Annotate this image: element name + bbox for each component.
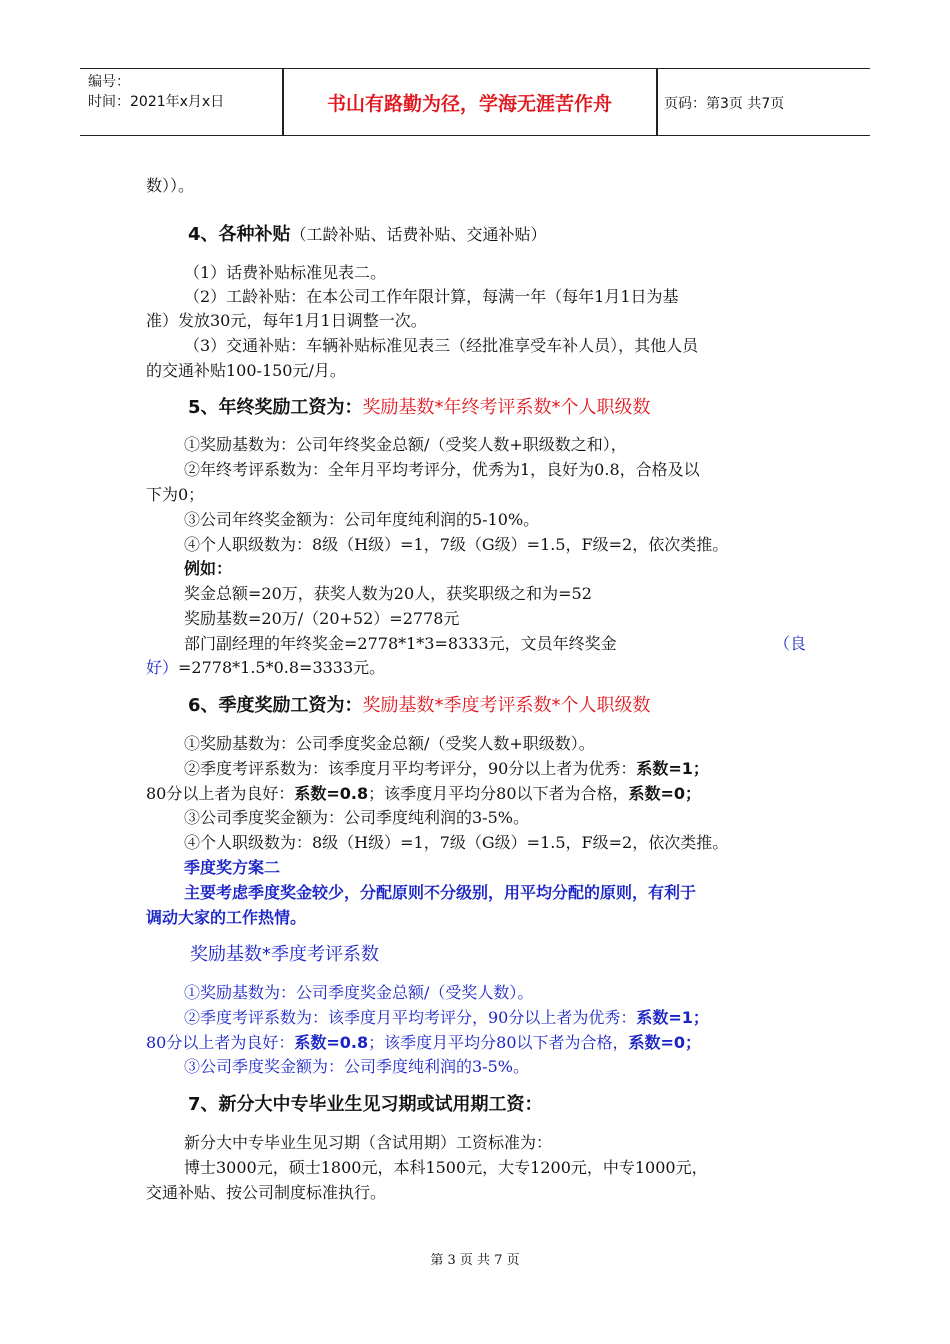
example-label: 例如：	[184, 559, 233, 578]
text-segment: 80分以上者为良好：	[146, 784, 295, 803]
text-segment: 好）	[146, 658, 179, 677]
header-divider	[656, 69, 658, 135]
page-header	[80, 68, 870, 136]
text-line: ①奖励基数为：公司年终奖金总额/（受奖人数+职级数之和），	[184, 435, 627, 454]
page-footer: 第 3 页 共 7 页	[430, 1253, 520, 1268]
text-line: 下为0；	[146, 485, 205, 504]
text-segment: ②季度考评系数为：该季度月平均考评分，90分以上者为优秀：	[184, 759, 637, 778]
text-line: 调动大家的工作热情。	[146, 908, 307, 927]
text-line: ③公司年终奖金额为：公司年度纯利润的5-10%。	[184, 510, 540, 529]
text-segment: 80分以上者为良好：	[146, 1033, 295, 1052]
code-label: 编号：	[88, 74, 130, 90]
text-line: ①奖励基数为：公司季度奖金总额/（受奖人数）。	[184, 983, 534, 1002]
heading-subtitle: （工龄补贴、话费补贴、交通补贴）	[290, 225, 547, 244]
text-segment: 系数=0；	[628, 1033, 702, 1052]
text-line	[184, 633, 806, 655]
header-meta	[88, 72, 224, 112]
text-line: 数））。	[146, 176, 195, 195]
text-line	[146, 657, 385, 679]
text-segment: （良	[773, 634, 806, 653]
text-line: （1）话费补贴标准见表二。	[184, 263, 387, 282]
section-heading-4	[188, 224, 547, 246]
text-line	[184, 1007, 709, 1029]
text-segment: 系数=0.8	[294, 1033, 369, 1052]
text-line	[146, 783, 701, 805]
text-line: 的交通补贴100-150元/月。	[146, 361, 346, 380]
text-line: 主要考虑季度奖金较少，分配原则不分级别，用平均分配的原则，有利于	[184, 883, 697, 902]
text-line: 博士3000元，硕士1800元，本科1500元，大专1200元，中专1000元，	[184, 1158, 708, 1177]
text-segment: 系数=1；	[636, 1008, 709, 1027]
heading-text: 6、季度奖励工资为：	[188, 695, 363, 716]
text-line: 准）发放30元，每年1月1日调整一次。	[146, 311, 427, 330]
heading-text: 4、各种补贴	[188, 224, 291, 245]
text-line: 奖励基数=20万/（20+52）=2778元	[184, 609, 460, 628]
header-motto: 书山有路勤为径，学海无涯苦作舟	[326, 92, 612, 115]
section-heading-7: 7、新分大中专毕业生见习期或试用期工资：	[188, 1094, 543, 1115]
text-segment: ②季度考评系数为：该季度月平均考评分，90分以上者为优秀：	[184, 1008, 637, 1027]
time-label: 时间：2021年x月x日	[88, 94, 225, 110]
text-line: ③公司季度奖金额为：公司季度纯利润的3-5%。	[184, 808, 529, 827]
text-segment: 部门副经理的年终奖金=2778*1*3=8333元，文员年终奖金	[184, 634, 617, 653]
text-segment: 系数=0.8	[294, 784, 369, 803]
text-line: ②年终考评系数为：全年月平均考评分，优秀为1，良好为0.8，合格及以	[184, 460, 700, 479]
text-line: 交通补贴、按公司制度标准执行。	[146, 1183, 387, 1202]
text-line: ③公司季度奖金额为：公司季度纯利润的3-5%。	[184, 1057, 529, 1076]
heading-formula: 奖励基数*季度考评系数*个人职级数	[362, 695, 651, 716]
section-heading-5	[188, 397, 651, 419]
text-segment: =2778*1.5*0.8=3333元。	[178, 658, 386, 677]
heading-text: 5、年终奖励工资为：	[188, 397, 363, 418]
header-page-code: 页码：第3页 共7页	[664, 96, 785, 112]
scheme-two-title: 季度奖方案二	[184, 858, 281, 877]
text-segment: ；该季度月平均分80以下者为合格，	[368, 1033, 629, 1052]
text-line: （3）交通补贴：车辆补贴标准见表三（经批准享受车补人员），其他人员	[184, 336, 699, 355]
heading-formula: 奖励基数*年终考评系数*个人职级数	[362, 397, 651, 418]
text-line: 新分大中专毕业生见习期（含试用期）工资标准为：	[184, 1133, 553, 1152]
text-line: ④个人职级数为：8级（H级）=1，7级（G级）=1.5，F级=2，依次类推。	[184, 833, 729, 852]
text-segment: ；该季度月平均分80以下者为合格，	[368, 784, 629, 803]
text-line	[184, 758, 709, 780]
section-heading-6	[188, 695, 651, 717]
text-line	[146, 1032, 701, 1054]
scheme-two-formula: 奖励基数*季度考评系数	[190, 944, 379, 965]
text-segment: 系数=0；	[628, 784, 702, 803]
text-line: 奖金总额=20万，获奖人数为20人，获奖职级之和为=52	[184, 584, 592, 603]
text-line: （2）工龄补贴：在本公司工作年限计算，每满一年（每年1月1日为基	[184, 287, 679, 306]
text-line: ④个人职级数为：8级（H级）=1，7级（G级）=1.5，F级=2，依次类推。	[184, 535, 729, 554]
text-line: ①奖励基数为：公司季度奖金总额/（受奖人数+职级数）。	[184, 734, 595, 753]
text-segment: 系数=1；	[636, 759, 709, 778]
